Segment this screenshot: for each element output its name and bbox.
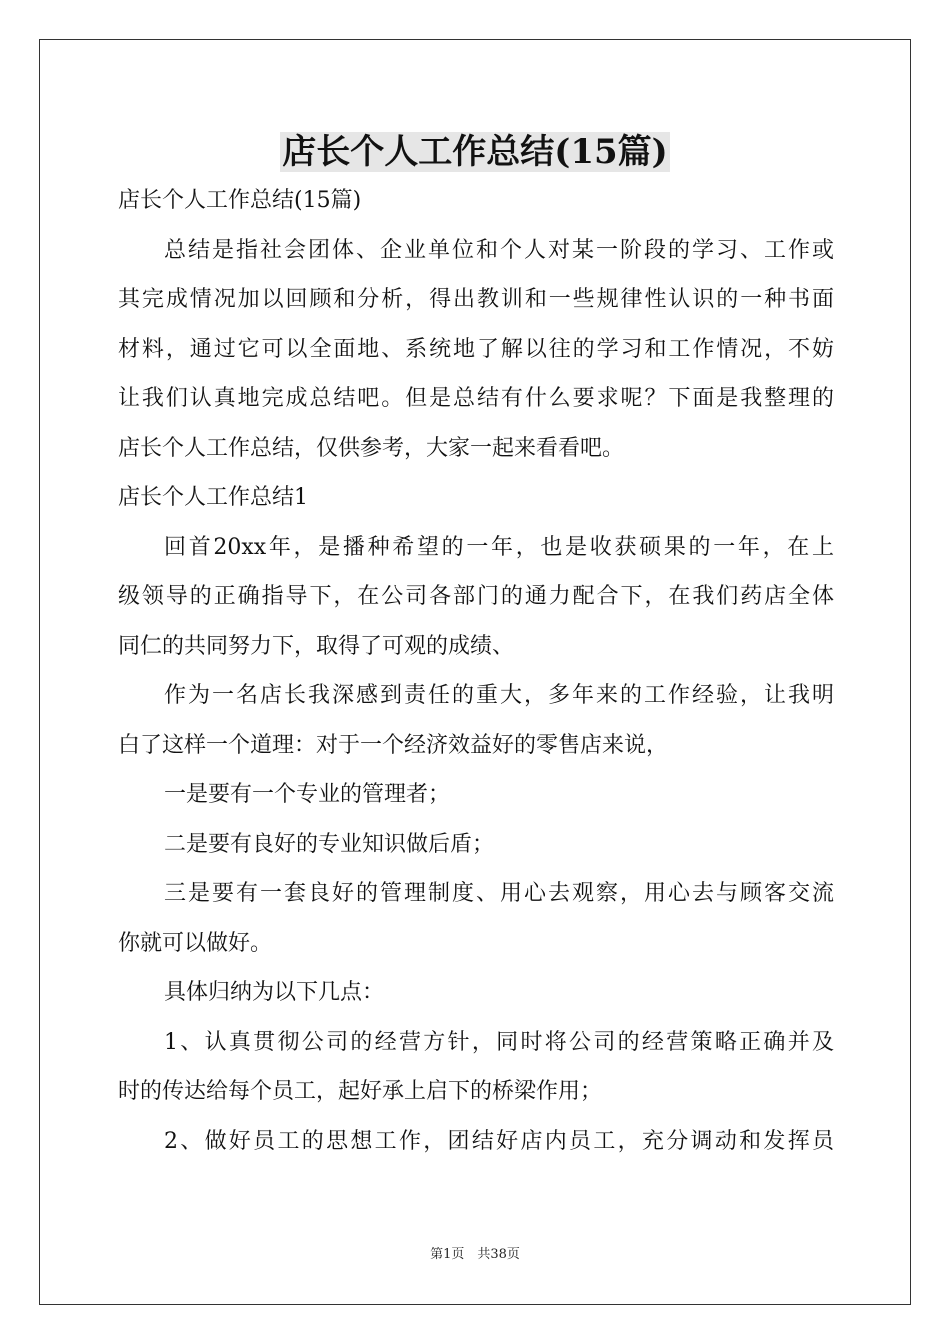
body-line: 同仁的共同努力下，取得了可观的成绩、 (118, 633, 515, 659)
document-body (118, 176, 834, 1166)
page-footer: 第1页 共38页 (430, 1247, 520, 1262)
body-line: 你就可以做好。 (118, 930, 273, 956)
body-line: 材料，通过它可以全面地、系统地了解以往的学习和工作情况，不妨 (118, 336, 834, 362)
body-line: 三是要有一套良好的管理制度、用心去观察，用心去与顾客交流 (164, 881, 834, 906)
body-line: 回首20xx年，是播种希望的一年，也是收获硕果的一年，在上 (164, 534, 834, 560)
body-line: 白了这样一个道理：对于一个经济效益好的零售店来说， (118, 732, 669, 758)
document-title (0, 128, 950, 176)
body-line: 1、认真贯彻公司的经营方针，同时将公司的经营策略正确并及 (164, 1029, 834, 1055)
body-line: 时的传达给每个员工，起好承上启下的桥梁作用； (118, 1079, 603, 1104)
body-line: 让我们认真地完成总结吧。但是总结有什么要求呢？下面是我整理的 (118, 386, 834, 411)
body-line: 级领导的正确指导下，在公司各部门的通力配合下，在我们药店全体 (118, 584, 834, 609)
body-line: 店长个人工作总结(15篇) (118, 188, 362, 213)
body-line: 一是要有一个专业的管理者； (164, 782, 451, 807)
body-line: 2、做好员工的思想工作，团结好店内员工，充分调动和发挥员 (164, 1128, 834, 1154)
body-line: 店长个人工作总结，仅供参考，大家一起来看看吧。 (118, 435, 625, 461)
body-line: 其完成情况加以回顾和分析，得出教训和一些规律性认识的一种书面 (118, 287, 834, 312)
body-line: 二是要有良好的专业知识做后盾； (164, 831, 495, 857)
section-heading: 店长个人工作总结1 (118, 485, 308, 510)
body-line: 作为一名店长我深感到责任的重大，多年来的工作经验，让我明 (164, 683, 834, 708)
document-title-text: 店长个人工作总结(15篇) (282, 132, 668, 172)
body-line: 总结是指社会团体、企业单位和个人对某一阶段的学习、工作或 (164, 237, 834, 263)
body-line: 具体归纳为以下几点： (164, 980, 385, 1005)
